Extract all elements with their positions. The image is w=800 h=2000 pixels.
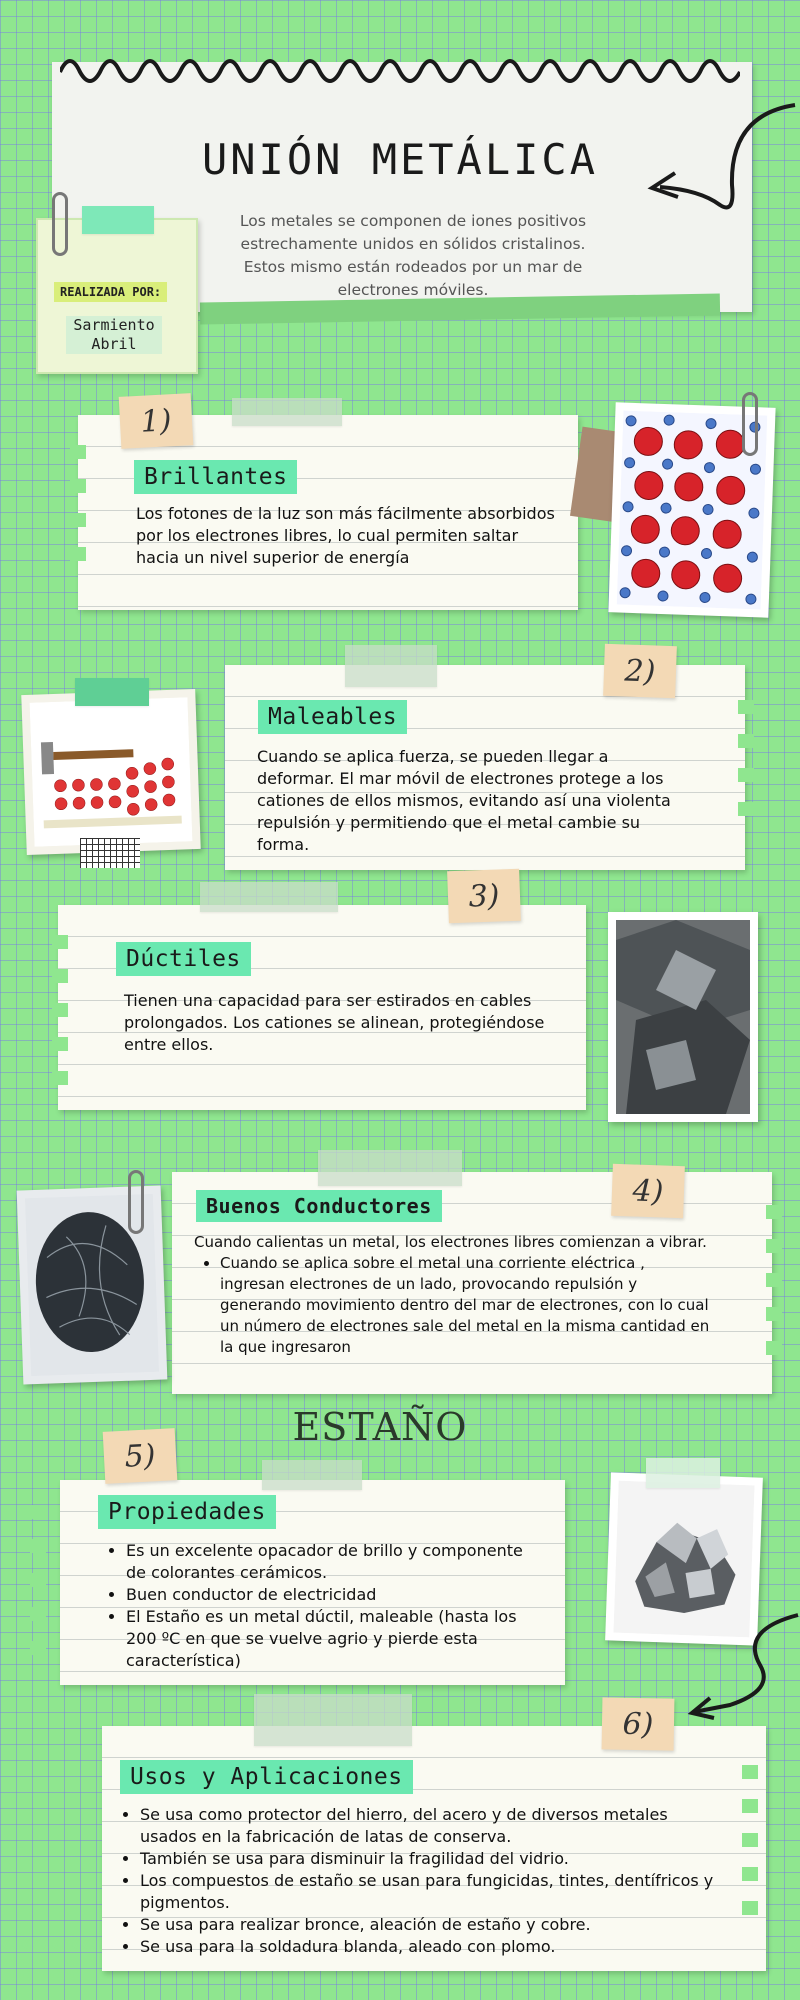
metal-ore-photo (608, 912, 758, 1122)
section-4-binding-holes (766, 1205, 782, 1375)
intro-text: Los metales se componen de iones positivos estrechamente unidos en sólidos cristalinos. Estos mismo están rodeados por un mar de electrones móviles. (239, 212, 587, 299)
properties-bullet: • El Estaño es un metal dúctil, maleable (hasta los 200 ºC en que se vuelve agrio y pierde esta característica) (126, 1606, 540, 1672)
section-1-tape (232, 398, 342, 426)
hammer-drawing (30, 697, 193, 846)
author-note-tape (82, 206, 154, 234)
section-1-title: Brillantes (134, 460, 297, 494)
section-4-text (194, 1232, 714, 1358)
author-name: Sarmiento Abril (66, 316, 162, 354)
properties-bullet: • Buen conductor de electricidad (126, 1584, 540, 1606)
section-3-title: Dúctiles (116, 942, 251, 976)
made-by-label: REALIZADA POR: (54, 282, 167, 302)
curved-arrow-icon (640, 95, 800, 225)
paper-clip-icon (52, 192, 68, 256)
section-3-number: 3) (447, 869, 521, 923)
estano-title: ESTAÑO (292, 1405, 468, 1449)
section-4-intro: Cuando calientas un metal, los electrones libres comienzan a vibrar. (194, 1233, 707, 1251)
ore-drawing (616, 920, 750, 1114)
paper-clip-icon (742, 392, 758, 456)
uses-binding-holes (742, 1765, 758, 1935)
malleable-tape (75, 678, 149, 706)
uses-bullet: • Se usa para realizar bronce, aleación de estaño y cobre. (140, 1914, 724, 1936)
properties-tape (262, 1460, 362, 1490)
uses-tape (254, 1694, 412, 1746)
properties-title: Propiedades (98, 1495, 276, 1529)
uses-bullet: • Los compuestos de estaño se usan para fungicidas, tintes, dentífricos y pigmentos. (140, 1870, 724, 1914)
section-3-tape (200, 882, 338, 912)
malleable-diagram (21, 689, 200, 855)
paper-clip-icon (128, 1170, 144, 1234)
section-2-tape (345, 645, 437, 687)
section-4-number: 4) (611, 1164, 685, 1218)
uses-bullet: • Se usa para la soldadura blanda, aleado con plomo. (140, 1936, 724, 1958)
section-3-text: Tienen una capacidad para ser estirados en cables prolongados. Los cationes se alinean, protegiéndose entre ellos. (124, 991, 545, 1054)
properties-binding-holes (30, 1505, 46, 1675)
section-1-text: Los fotones de la luz son más fácilmente absorbidos por los electrones libres, lo cual permiten saltar hacia un nivel superior de energía (136, 504, 555, 567)
section-2-number: 2) (603, 644, 677, 698)
properties-number: 5) (103, 1428, 178, 1484)
section-4-tape (318, 1150, 462, 1186)
section-2-text: Cuando se aplica fuerza, se pueden llegar a deformar. El mar móvil de electrones protege a los cationes de ellos mismos, evitando así una violenta repulsión y permitiendo que el metal cambie su forma. (257, 747, 671, 854)
steel-wool-photo (17, 1186, 168, 1385)
section-1-number: 1) (119, 393, 194, 449)
uses-title: Usos y Aplicaciones (120, 1760, 413, 1794)
curved-arrow-icon (680, 1610, 800, 1720)
page-title: UNIÓN METÁLICA (201, 135, 598, 184)
uses-bullet: • También se usa para disminuir la fragilidad del vidrio. (140, 1848, 724, 1870)
uses-bullet: • Se usa como protector del hierro, del acero y de diversos metales usados en la fabricación de latas de conserva. (140, 1804, 724, 1848)
section-4-bullet: • Cuando se aplica sobre el metal una corriente eléctrica , ingresan electrones de un lado, provocando repulsión y generando movimiento dentro del mar de electrones, con lo cual un número de electrones sale del metal en la misma cantidad en la que ingresaron (220, 1253, 714, 1358)
spiral-binding-icon (60, 50, 740, 90)
properties-bullet: • Es un excelente opacador de brillo y componente de colorantes cerámicos. (126, 1540, 540, 1584)
uses-list (114, 1804, 724, 1958)
section-4-title: Buenos Conductores (196, 1190, 442, 1222)
tin-crystal-tape (646, 1458, 720, 1488)
section-2-title: Maleables (258, 700, 407, 734)
section-3-binding-holes (52, 935, 68, 1105)
grid-scrap (80, 838, 140, 868)
section-2-binding-holes (738, 700, 754, 836)
properties-list (100, 1540, 540, 1672)
section-1-binding-holes (70, 445, 86, 581)
uses-number: 6) (602, 1697, 675, 1750)
